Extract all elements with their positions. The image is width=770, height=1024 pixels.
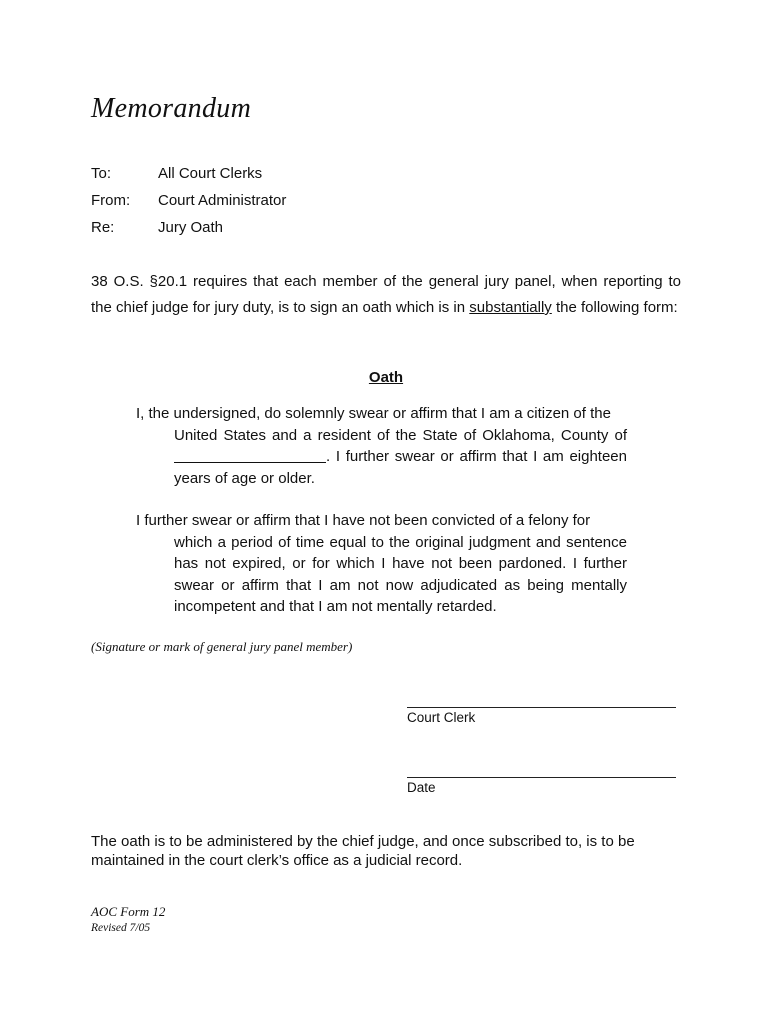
oath-p1-continuation	[136, 425, 627, 490]
intro-text-before: 38 O.S. §20.1 requires that each member of the general jury panel, when reporting to the chief judge for jury duty, is to sign an oath which is in	[91, 273, 681, 316]
re-value: Jury Oath	[158, 219, 224, 236]
intro-underlined-word: substantially	[469, 299, 552, 316]
oath-p2-first-line: I further swear or affirm that I have not been convicted of a felony for	[136, 512, 591, 529]
oath-paragraph-2	[136, 510, 627, 618]
revision-date: Revised 7/05	[91, 922, 151, 934]
intro-paragraph	[91, 269, 681, 321]
oath-heading: Oath	[368, 369, 404, 386]
from-label: From:	[91, 192, 131, 209]
memo-title: Memorandum	[91, 93, 252, 124]
oath-paragraph-1	[136, 403, 627, 489]
re-label: Re:	[91, 219, 115, 236]
intro-text-after: the following form:	[551, 299, 678, 316]
to-label: To:	[91, 165, 112, 182]
oath-p1-text-a: United States and a resident of the State of Oklahoma, County of	[174, 426, 627, 444]
oath-p1-first-line: I, the undersigned, do solemnly swear or affirm that I am a citizen of the	[136, 405, 611, 422]
oath-p1-text-b: . I further swear or affirm that I am eighteen years of age or older.	[174, 448, 627, 487]
to-value: All Court Clerks	[158, 165, 263, 182]
county-blank-line	[174, 448, 326, 463]
court-clerk-signature-line	[407, 707, 676, 708]
court-clerk-label: Court Clerk	[407, 710, 476, 725]
signature-caption: (Signature or mark of general jury panel member)	[91, 639, 353, 654]
date-label: Date	[407, 780, 436, 795]
oath-p2-continuation: which a period of time equal to the original judgment and sentence has not expired, or for which I have not been pardoned. I further swear or affirm that I am not now adjudicated as being mentally incompetent and that I am not mentally retarded.	[174, 533, 627, 615]
closing-paragraph: The oath is to be administered by the chief judge, and once subscribed to, is to be maintained in the court clerk’s office as a judicial record.	[91, 833, 635, 869]
from-value: Court Administrator	[158, 192, 287, 209]
date-signature-line	[407, 777, 676, 778]
form-number: AOC Form 12	[91, 904, 166, 919]
